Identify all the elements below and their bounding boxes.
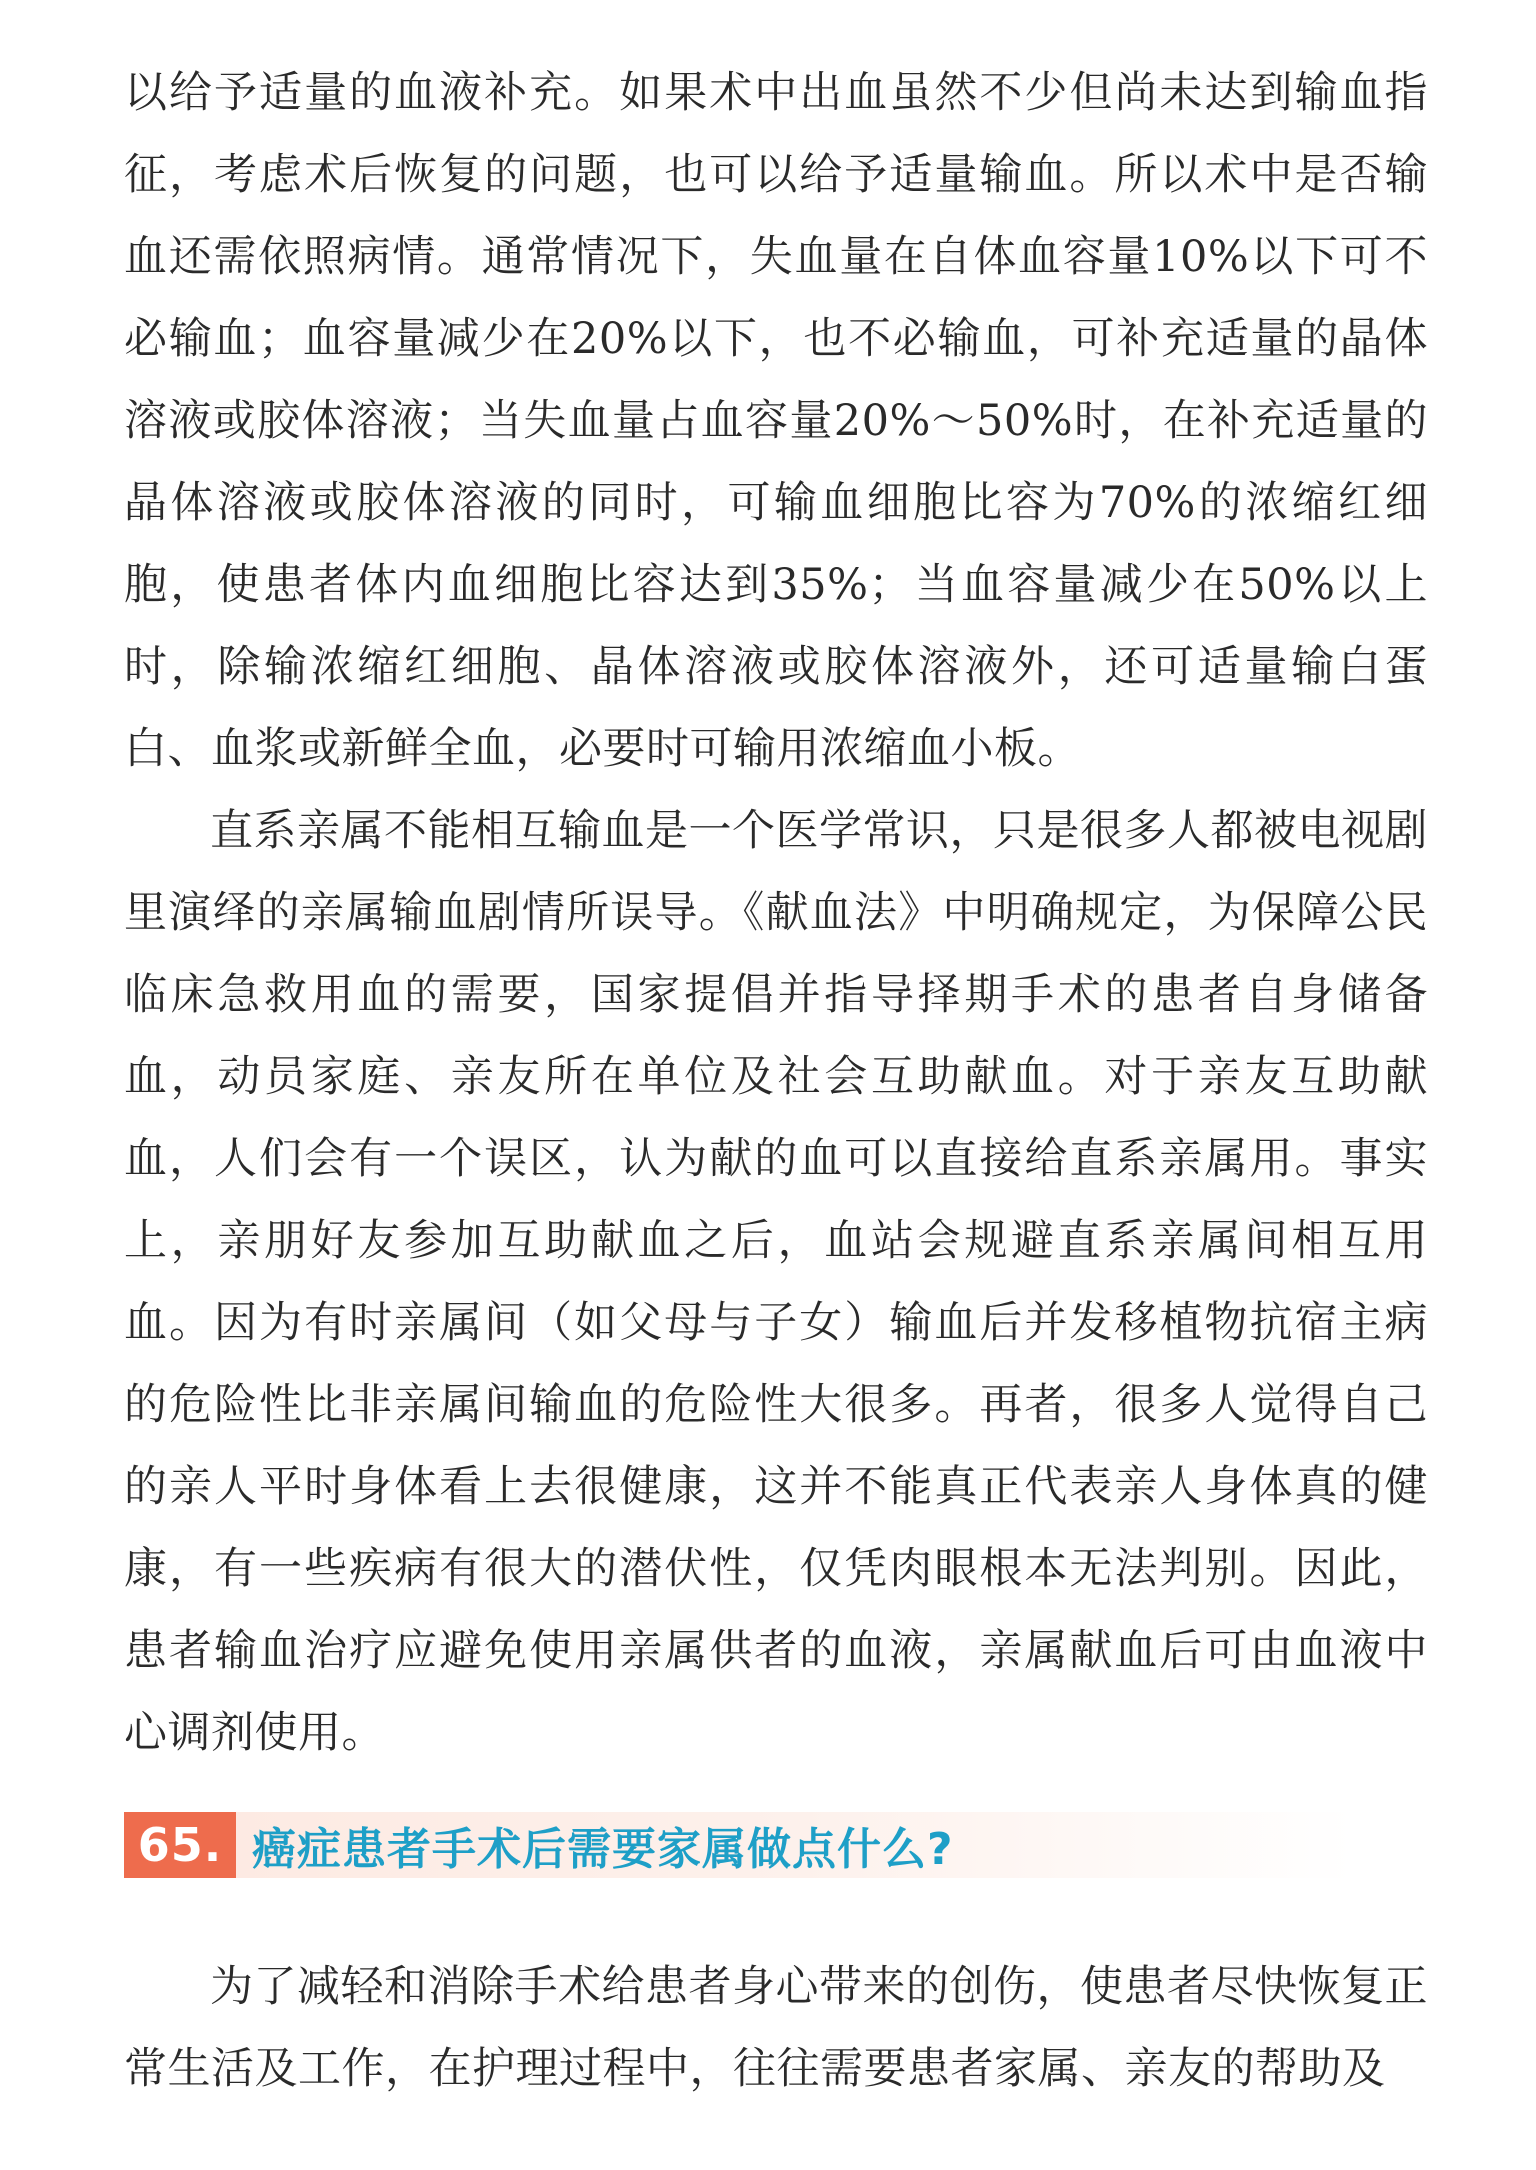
body-text (124, 52, 1428, 1774)
paragraph-blood-volume: 以给予适量的血液补充。如果术中出血虽然不少但尚未达到输血指征，考虑术后恢复的问题，也可以给予适量输血。所以术中是否输血还需依照病情。通常情况下，失血量在自体血容量10%以下可不必输血；血容量减少在20%以下，也不必输血，可补充适量的晶体溶液或胶体溶液；当失血量占血容量20%～50%时，在补充适量的晶体溶液或胶体溶液的同时，可输血细胞比容为70%的浓缩红细胞，使患者体内血细胞比容达到35%；当血容量减少在50%以上时，除输浓缩红细胞、晶体溶液或胶体溶液外，还可适量输白蛋白、血浆或新鲜全血，必要时可输用浓缩血小板。 (124, 68, 1428, 774)
paragraph-family-care: 为了减轻和消除手术给患者身心带来的创伤，使患者尽快恢复正常生活及工作，在护理过程中，往往需要患者家属、亲友的帮助及 (124, 1962, 1428, 2094)
section-title: 癌症患者手术后需要家属做点什么? (252, 1824, 954, 1875)
section-body (124, 1946, 1428, 2110)
paragraph-relatives-transfusion: 直系亲属不能相互输血是一个医学常识，只是很多人都被电视剧里演绎的亲属输血剧情所误导。《献血法》中明确规定，为保障公民临床急救用血的需要，国家提倡并指导择期手术的患者自身储备血，动员家庭、亲友所在单位及社会互助献血。对于亲友互助献血，人们会有一个误区，认为献的血可以直接给直系亲属用。事实上，亲朋好友参加互助献血之后，血站会规避直系亲属间相互用血。因为有时亲属间（如父母与子女）输血后并发移植物抗宿主病的危险性比非亲属间输血的危险性大很多。再者，很多人觉得自己的亲人平时身体看上去很健康，这并不能真正代表亲人身体真的健康，有一些疾病有很大的潜伏性，仅凭肉眼根本无法判别。因此，患者输血治疗应避免使用亲属供者的血液，亲属献血后可由血液中心调剂使用。 (124, 806, 1428, 1758)
section-heading (124, 1812, 1354, 1878)
section-number: 65. (124, 1812, 236, 1878)
